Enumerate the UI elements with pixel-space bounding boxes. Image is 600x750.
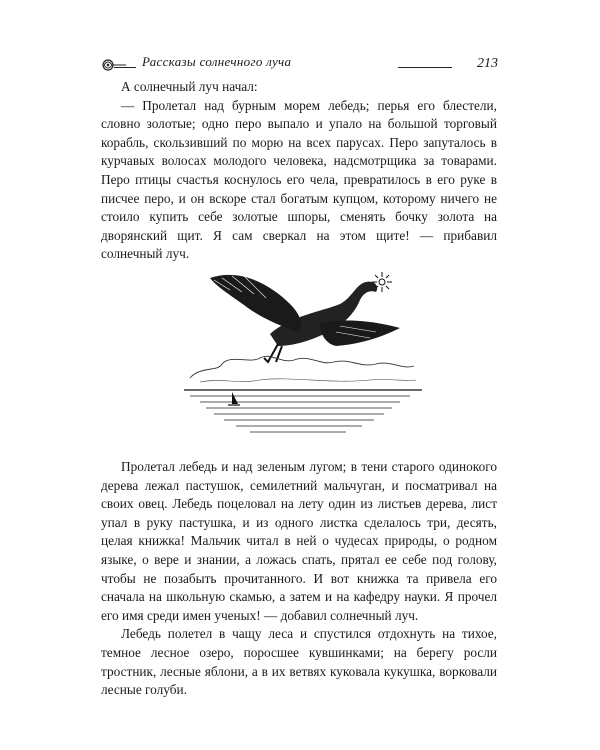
swan-wing-lower: [320, 321, 400, 346]
running-title: Рассказы солнечного луча: [136, 54, 398, 70]
clouds: [190, 356, 414, 378]
swan-illustration: [170, 254, 430, 444]
page-header: [100, 54, 498, 76]
sailboat-icon: [228, 392, 240, 405]
text-block-top: [101, 78, 497, 264]
ornament-icon: [100, 57, 126, 73]
swan-wing-upper: [210, 275, 301, 332]
text-block-bottom: [101, 458, 497, 700]
paragraph: — Пролетал над бурным морем лебедь; перья его блестели, словно золотые; одно перо выпало и упало на большой торговый корабль, скользивший по морю на всех парусах. Перо запуталось в курчавых волосах молодого человека, надсмотрщика за товарами. Перо птицы счастья коснулось его чела, превратилось в его руке в писчее перо, и он вскоре стал богатым купцом, которому ничего не стоило купить себе золотые шпоры, сменять бочку золота на дворянский щит. Я сам сверкал на этом щите! — прибавил солнечный луч.: [101, 97, 497, 262]
paragraph: А солнечный луч начал:: [121, 79, 258, 94]
sea-hatching: [190, 396, 410, 432]
paragraph: Лебедь полетел в чащу леса и спустился отдохнуть на тихое, темное лесное озеро, поросшее кувшинками; на берегу росли тростник, лесные яблони, а в их ветвях куковала кукушка, ворковали лесные голуби.: [101, 626, 497, 698]
paragraph: Пролетал лебедь и над зеленым лугом; в тени старого одинокого дерева лежал пастушок, семилетний мальчуган, и посматривал на своих овец. Лебедь поцеловал на лету один из листьев дерева, лист упал в руку пастушка, и из одного листка сделалось три, десять, целая книжка! Мальчик читал в ней о чудесах природы, о родном языке, о вере и знании, а ложась спать, прятал ее себе под голову, чтобы не позабыть прочитанного. И вот книжка та привела его сначала на школьную скамью, а затем и на кафедру науки. Я прочел его имя среди имен ученых! — добавил солнечный луч.: [101, 459, 497, 623]
page-number: 213: [477, 56, 498, 71]
